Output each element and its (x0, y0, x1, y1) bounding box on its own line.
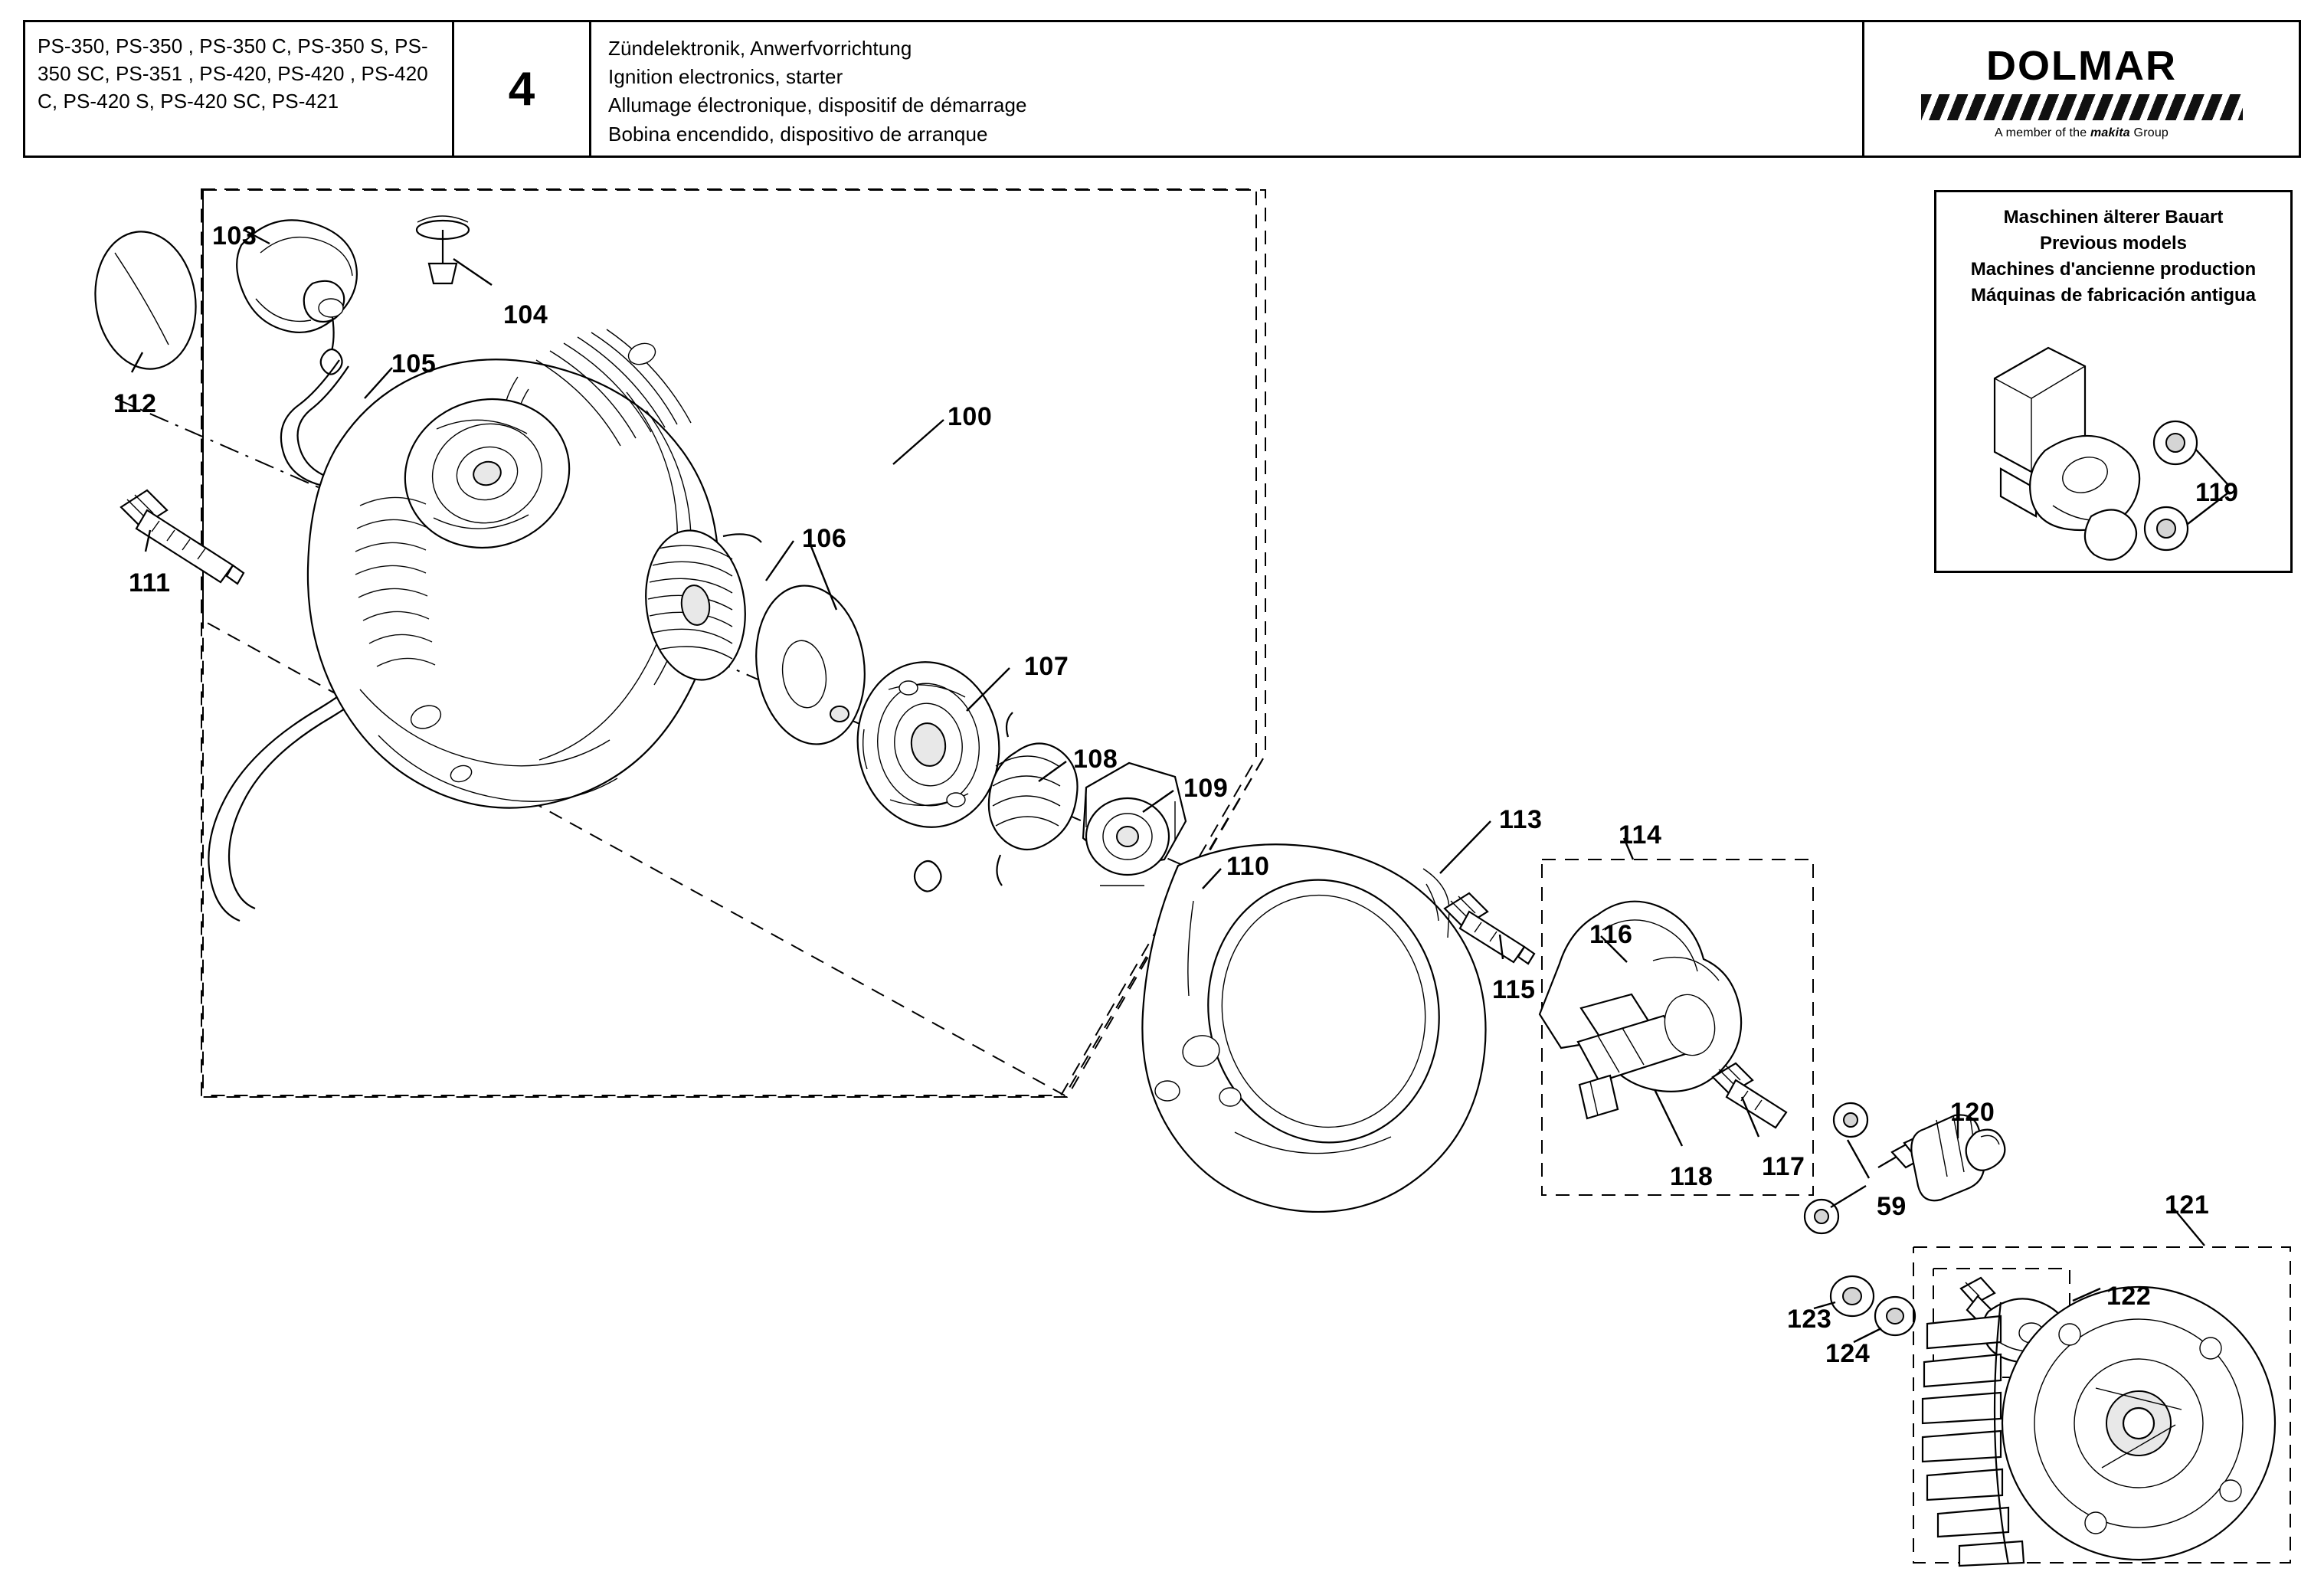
part-121-flywheel (1923, 1287, 2275, 1566)
callout-119: 119 (2195, 478, 2239, 507)
callout-100: 100 (948, 402, 993, 431)
callout-113: 113 (1499, 805, 1543, 834)
callout-106: 106 (802, 524, 847, 553)
prev-line-3: Máquinas de fabricación antigua (1970, 285, 2257, 306)
logo-wordmark: DOLMAR (1986, 43, 2177, 89)
part-104-clip (417, 216, 469, 283)
part-124-washer (1875, 1297, 1915, 1335)
logo-sub-suffix: Group (2129, 126, 2169, 139)
model-list: PS-350, PS-350 , PS-350 C, PS-350 S, PS-350 SC, PS-351 , PS-420, PS-420 , PS-420 C, PS-420 S, PS-420 SC, PS-421 (25, 22, 454, 156)
callout-111: 111 (129, 568, 171, 598)
page-number: 4 (454, 22, 591, 156)
part-109-pawl-carrier (1083, 763, 1186, 886)
callout-109: 109 (1183, 774, 1229, 803)
prev-line-1: Previous models (2039, 233, 2188, 254)
callout-112: 112 (113, 389, 157, 418)
callout-115: 115 (1492, 975, 1536, 1004)
part-spring-cover-plate (746, 578, 875, 751)
title-en: Ignition electronics, starter (608, 65, 843, 89)
callout-104: 104 (503, 300, 548, 329)
callout-114: 114 (1619, 820, 1662, 850)
callout-116: 116 (1589, 920, 1633, 949)
prev-line-0: Maschinen älterer Bauart (2003, 207, 2224, 228)
callout-121: 121 (2165, 1190, 2210, 1220)
callout-124: 124 (1825, 1339, 1871, 1368)
part-113-fan-cover (1142, 844, 1485, 1212)
part-120-spark-plug (1878, 1115, 2005, 1200)
part-112-cover (87, 225, 205, 375)
title-fr: Allumage électronique, dispositif de démarrage (608, 93, 1027, 117)
callout-108: 108 (1073, 745, 1118, 774)
callout-105: 105 (391, 349, 437, 378)
logo-sub-prefix: A member of the (1994, 126, 2090, 139)
part-117-screw (1713, 1063, 1786, 1128)
callout-117: 117 (1762, 1152, 1805, 1181)
callout-123: 123 (1787, 1305, 1832, 1334)
logo-sub-brand: makita (2090, 126, 2130, 139)
title-es: Bobina encendido, dispositivo de arranque (608, 122, 988, 146)
part-108-spring (989, 712, 1078, 886)
callout-120: 120 (1950, 1098, 1995, 1127)
part-123-washer (1831, 1276, 1874, 1316)
callout-59: 59 (1877, 1192, 1907, 1221)
callout-103: 103 (212, 221, 257, 250)
part-59-washer (1834, 1103, 1867, 1137)
title-de: Zündelektronik, Anwerfvorrichtung (608, 37, 912, 60)
callout-118: 118 (1670, 1162, 1714, 1191)
callout-110: 110 (1226, 852, 1270, 881)
callout-122: 122 (2106, 1282, 2152, 1311)
previous-models-inset-drawing (1995, 348, 2227, 560)
part-116-ignition-coil (1540, 902, 1741, 1118)
callout-107: 107 (1024, 652, 1069, 681)
part-107-rope-pulley (847, 653, 1010, 837)
prev-line-2: Machines d'ancienne production (1970, 259, 2257, 280)
